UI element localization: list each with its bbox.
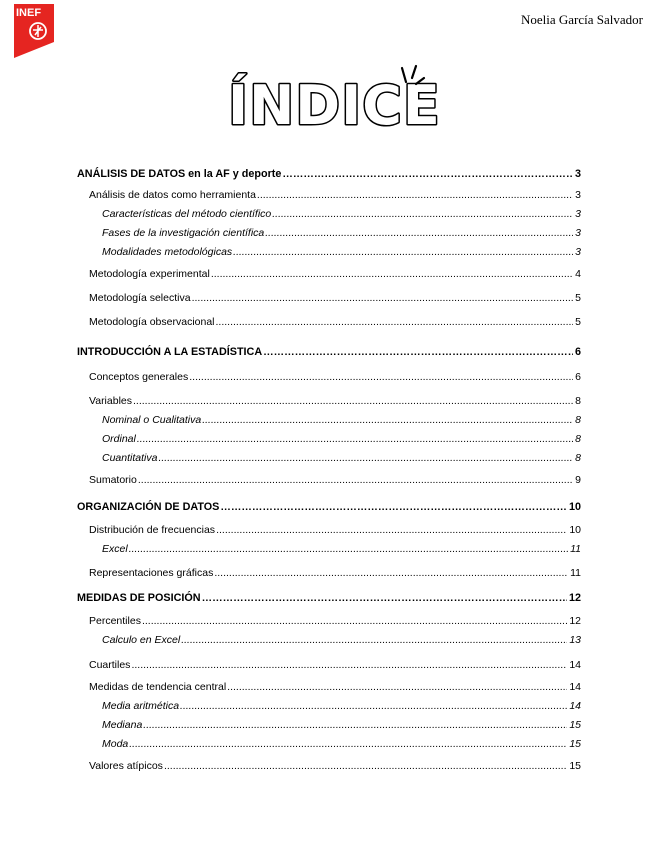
toc-leader-dots <box>138 474 573 487</box>
toc-entry-page: 3 <box>574 168 581 180</box>
toc-entry-page: 12 <box>569 615 581 627</box>
toc-leader-dots <box>227 681 567 694</box>
toc-entry-page: 14 <box>569 681 581 693</box>
inef-logo <box>14 4 54 58</box>
toc-entry[interactable] <box>77 316 581 329</box>
toc-leader-dots <box>272 208 573 221</box>
toc-leader-dots <box>137 433 573 446</box>
toc-entry-label: Conceptos generales <box>89 371 189 383</box>
toc-entry-page: 3 <box>575 227 581 239</box>
toc-leader-dots <box>282 168 573 181</box>
toc-entry[interactable] <box>77 414 581 427</box>
toc-entry-page: 12 <box>568 592 581 604</box>
toc-entry-label: Nominal o Cualitativa <box>102 414 202 426</box>
toc-entry[interactable] <box>77 760 581 773</box>
toc-entry[interactable] <box>77 501 581 514</box>
toc-entry-label: INTRODUCCIÓN A LA ESTADÍSTICA <box>77 346 263 358</box>
toc-leader-dots <box>133 395 573 408</box>
toc-entry-label: Metodología experimental <box>89 268 210 280</box>
toc-entry-label: Medidas de tendencia central <box>89 681 227 693</box>
toc-entry-page: 8 <box>575 414 581 426</box>
toc-leader-dots <box>129 543 568 556</box>
toc-entry-page: 11 <box>570 567 581 579</box>
toc-entry-label: Valores atípicos <box>89 760 163 772</box>
toc-entry[interactable] <box>77 168 581 181</box>
toc-entry-page: 6 <box>574 346 581 358</box>
toc-entry[interactable] <box>77 208 581 221</box>
toc-entry-page: 15 <box>569 719 581 731</box>
toc-entry-label: Metodología observacional <box>89 316 215 328</box>
toc-entry-page: 11 <box>570 543 581 555</box>
toc-entry[interactable] <box>77 659 581 672</box>
toc-entry-page: 5 <box>575 292 581 304</box>
toc-entry-page: 15 <box>569 738 581 750</box>
toc-entry-label: Distribución de frecuencias <box>89 524 216 536</box>
toc-leader-dots <box>189 371 573 384</box>
toc-leader-dots <box>164 760 567 773</box>
toc-entry[interactable] <box>77 452 581 465</box>
author-name: Noelia García Salvador <box>520 12 643 27</box>
toc-entry[interactable] <box>77 433 581 446</box>
toc-entry-page: 6 <box>575 371 581 383</box>
toc-entry-label: Características del método científico <box>102 208 272 220</box>
logo-text: INEF <box>16 7 42 19</box>
toc-leader-dots <box>257 189 573 202</box>
toc-entry[interactable] <box>77 719 581 732</box>
toc-entry[interactable] <box>77 371 581 384</box>
toc-leader-dots <box>158 452 573 465</box>
toc-entry-page: 8 <box>575 452 581 464</box>
toc-entry[interactable] <box>77 524 581 537</box>
toc-entry-label: Cuantitativa <box>102 452 158 464</box>
toc-entry-label: Ordinal <box>102 433 136 445</box>
toc-entry-label: Variables <box>89 395 132 407</box>
toc-entry-label: Cuartiles <box>89 659 131 671</box>
toc-entry-page: 9 <box>575 474 581 486</box>
toc-entry-label: Media aritmética <box>102 700 180 712</box>
toc-entry[interactable] <box>77 227 581 240</box>
toc-entry-page: 3 <box>575 208 581 220</box>
toc-entry-label: Fases de la investigación científica <box>102 227 265 239</box>
toc-leader-dots <box>216 524 567 537</box>
toc-entry-page: 10 <box>569 524 581 536</box>
toc-entry[interactable] <box>77 592 581 605</box>
toc-leader-dots <box>181 634 567 647</box>
toc-leader-dots <box>129 738 567 751</box>
toc-entry[interactable] <box>77 474 581 487</box>
toc-entry-label: Sumatorio <box>89 474 137 486</box>
toc-leader-dots <box>202 592 567 605</box>
toc-entry-page: 8 <box>575 433 581 445</box>
toc-entry-label: Mediana <box>102 719 143 731</box>
toc-entry-page: 3 <box>575 246 581 258</box>
toc-leader-dots <box>214 567 568 580</box>
toc-entry-label: ANÁLISIS DE DATOS en la AF y deporte <box>77 168 282 180</box>
toc-leader-dots <box>131 659 567 672</box>
toc-leader-dots <box>233 246 573 259</box>
toc-leader-dots <box>202 414 573 427</box>
toc-entry-page: 3 <box>575 189 581 201</box>
toc-entry[interactable] <box>77 292 581 305</box>
toc-entry-page: 5 <box>575 316 581 328</box>
toc-entry[interactable] <box>77 700 581 713</box>
toc-entry-page: 15 <box>569 760 581 772</box>
toc-entry-page: 14 <box>569 659 581 671</box>
toc-leader-dots <box>265 227 573 240</box>
toc-entry[interactable] <box>77 395 581 408</box>
toc-entry-label: Excel <box>102 543 128 555</box>
toc-entry[interactable] <box>77 681 581 694</box>
toc-leader-dots <box>143 719 567 732</box>
toc-entry[interactable] <box>77 543 581 556</box>
toc-leader-dots <box>220 501 567 514</box>
toc-entry-page: 14 <box>569 700 581 712</box>
toc-entry[interactable] <box>77 246 581 259</box>
toc-entry-label: Calculo en Excel <box>102 634 181 646</box>
toc-entry-label: Representaciones gráficas <box>89 567 214 579</box>
index-title <box>222 56 444 134</box>
toc-entry[interactable] <box>77 268 581 281</box>
toc-entry-label: Modalidades metodológicas <box>102 246 233 258</box>
toc-entry-label: Análisis de datos como herramienta <box>89 189 256 201</box>
toc-entry-label: ORGANIZACIÓN DE DATOS <box>77 501 220 513</box>
toc-leader-dots <box>142 615 567 628</box>
toc-entry[interactable] <box>77 567 581 580</box>
toc-leader-dots <box>263 346 573 359</box>
toc-entry-label: MEDIDAS DE POSICIÓN <box>77 592 201 604</box>
toc-entry-page: 8 <box>575 395 581 407</box>
toc-entry-label: Moda <box>102 738 129 750</box>
toc-entry-page: 10 <box>568 501 581 513</box>
toc-leader-dots <box>216 316 574 329</box>
toc-leader-dots <box>192 292 574 305</box>
index-title-text: ÍNDICE <box>228 74 441 134</box>
toc-entry[interactable] <box>77 634 581 647</box>
toc-entry[interactable] <box>77 189 581 202</box>
toc-entry-page: 4 <box>575 268 581 280</box>
toc-entry-page: 13 <box>569 634 581 646</box>
toc-entry-label: Metodología selectiva <box>89 292 191 304</box>
toc-leader-dots <box>180 700 567 713</box>
toc-entry[interactable] <box>77 738 581 751</box>
toc-entry[interactable] <box>77 615 581 628</box>
toc-leader-dots <box>211 268 573 281</box>
toc-entry-label: Percentiles <box>89 615 141 627</box>
toc-entry[interactable] <box>77 346 581 359</box>
